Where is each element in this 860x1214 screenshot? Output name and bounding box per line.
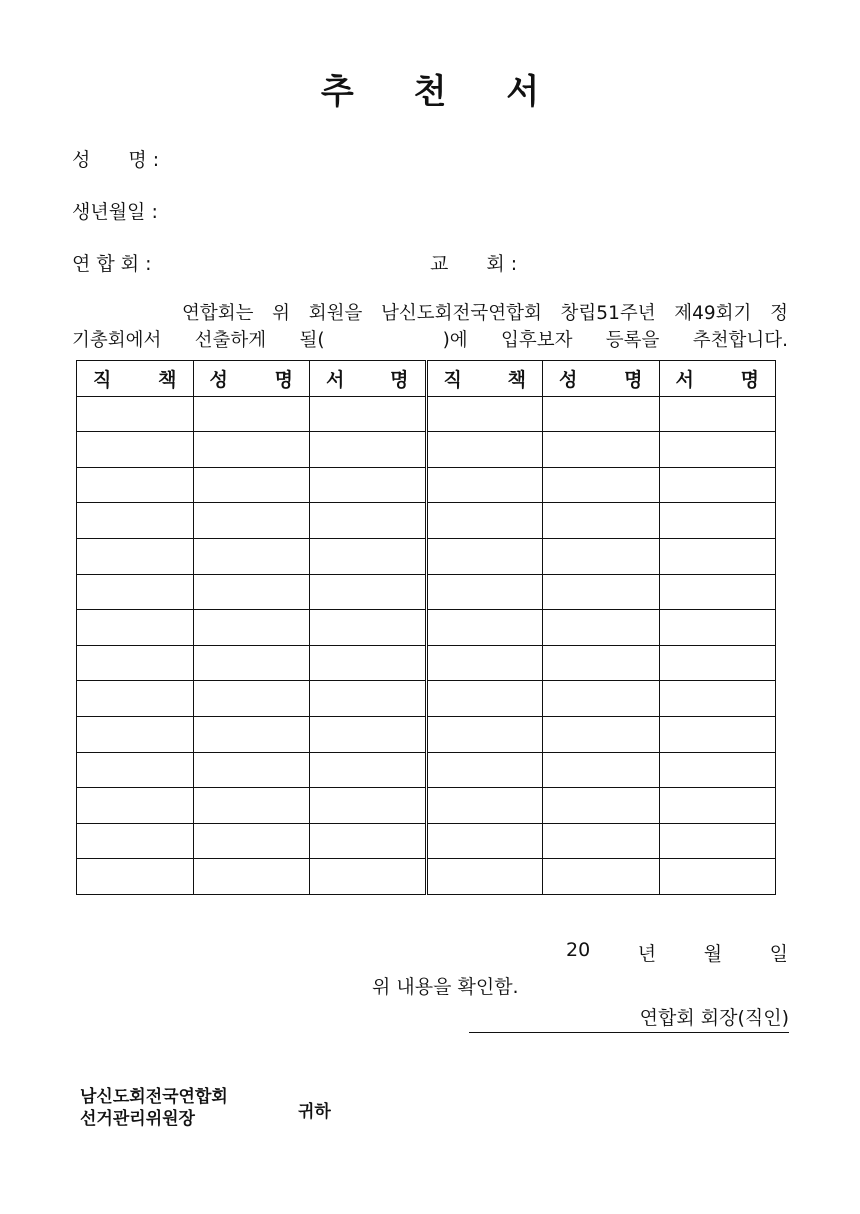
- table-cell[interactable]: [310, 610, 427, 646]
- church-field-label: 교 회 :: [430, 253, 518, 275]
- table-cell[interactable]: [77, 538, 194, 574]
- table-cell[interactable]: [77, 432, 194, 468]
- table-cell[interactable]: [193, 716, 310, 752]
- table-cell[interactable]: [193, 823, 310, 859]
- table-cell[interactable]: [543, 432, 660, 468]
- table-cell[interactable]: [426, 538, 543, 574]
- addressee-block: [80, 1086, 331, 1130]
- header-signature: 서 명: [310, 361, 427, 397]
- table-cell[interactable]: [543, 752, 660, 788]
- date-year-unit: 년: [637, 943, 657, 965]
- table-cell[interactable]: [193, 859, 310, 895]
- table-cell[interactable]: [426, 467, 543, 503]
- table-body: [77, 396, 776, 894]
- table-cell[interactable]: [310, 432, 427, 468]
- table-cell[interactable]: [310, 503, 427, 539]
- table-cell[interactable]: [77, 396, 194, 432]
- table-cell[interactable]: [543, 788, 660, 824]
- table-cell[interactable]: [77, 610, 194, 646]
- table-row: [77, 467, 776, 503]
- table-cell[interactable]: [310, 574, 427, 610]
- paragraph-line-2-start: 기총회에서 선출하게 될(: [72, 330, 325, 351]
- addressee-honorific: 귀하: [298, 1102, 331, 1122]
- document-title: 추 천 서: [320, 72, 564, 112]
- table-row: [77, 681, 776, 717]
- table-cell[interactable]: [193, 610, 310, 646]
- table-cell[interactable]: [543, 610, 660, 646]
- confirmation-text: 위 내용을 확인함.: [372, 976, 519, 998]
- table-cell[interactable]: [310, 788, 427, 824]
- name-field-label: 성 명 :: [72, 149, 160, 171]
- table-row: [77, 645, 776, 681]
- table-cell[interactable]: [310, 396, 427, 432]
- table-cell[interactable]: [193, 467, 310, 503]
- table-cell[interactable]: [659, 467, 776, 503]
- table-cell[interactable]: [310, 716, 427, 752]
- table-cell[interactable]: [659, 432, 776, 468]
- signer-line: 연합회 회장(직인): [469, 1003, 789, 1033]
- table-cell[interactable]: [193, 432, 310, 468]
- date-day-unit: 일: [769, 943, 788, 965]
- table-cell[interactable]: [77, 574, 194, 610]
- table-cell[interactable]: [426, 716, 543, 752]
- table-cell[interactable]: [193, 503, 310, 539]
- paragraph-line-2: [72, 327, 788, 354]
- date-line: [566, 939, 788, 966]
- table-cell[interactable]: [310, 752, 427, 788]
- header-position-2: 직 책: [426, 361, 543, 397]
- header-signature-2: 서 명: [659, 361, 776, 397]
- table-cell[interactable]: [77, 752, 194, 788]
- table-cell[interactable]: [659, 716, 776, 752]
- table-cell[interactable]: [310, 538, 427, 574]
- table-cell[interactable]: [543, 538, 660, 574]
- table-cell[interactable]: [426, 823, 543, 859]
- table-cell[interactable]: [77, 645, 194, 681]
- table-cell[interactable]: [193, 681, 310, 717]
- table-row: [77, 859, 776, 895]
- table-cell[interactable]: [77, 503, 194, 539]
- table-cell[interactable]: [659, 574, 776, 610]
- table-cell[interactable]: [659, 788, 776, 824]
- table-cell[interactable]: [426, 788, 543, 824]
- table-cell[interactable]: [77, 716, 194, 752]
- table-cell[interactable]: [77, 467, 194, 503]
- table-cell[interactable]: [77, 823, 194, 859]
- table-cell[interactable]: [77, 681, 194, 717]
- table-cell[interactable]: [426, 503, 543, 539]
- table-cell[interactable]: [659, 538, 776, 574]
- table-cell[interactable]: [426, 432, 543, 468]
- table-cell[interactable]: [659, 859, 776, 895]
- table-cell[interactable]: [310, 823, 427, 859]
- table-cell[interactable]: [426, 752, 543, 788]
- table-cell[interactable]: [543, 823, 660, 859]
- table-cell[interactable]: [543, 467, 660, 503]
- table-cell[interactable]: [77, 788, 194, 824]
- table-cell[interactable]: [426, 610, 543, 646]
- table-cell[interactable]: [193, 645, 310, 681]
- table-cell[interactable]: [193, 396, 310, 432]
- recommender-table: [76, 360, 776, 895]
- header-name: 성 명: [193, 361, 310, 397]
- table-cell[interactable]: [310, 859, 427, 895]
- table-row: [77, 574, 776, 610]
- table-cell[interactable]: [310, 681, 427, 717]
- table-row: [77, 716, 776, 752]
- paragraph-line-1: 연합회는 위 회원을 남신도회전국연합회 창립51주년 제49회기 정: [182, 303, 788, 324]
- date-year: 20: [566, 939, 591, 961]
- table-cell[interactable]: [426, 645, 543, 681]
- date-month-unit: 월: [703, 943, 723, 965]
- union-field-label: 연 합 회 :: [72, 253, 152, 275]
- table-cell[interactable]: [193, 538, 310, 574]
- table-cell[interactable]: [310, 467, 427, 503]
- table-cell[interactable]: [543, 574, 660, 610]
- table-cell[interactable]: [77, 859, 194, 895]
- table-cell[interactable]: [310, 645, 427, 681]
- table-row: [77, 538, 776, 574]
- table-cell[interactable]: [543, 716, 660, 752]
- table-row: [77, 788, 776, 824]
- table-row: [77, 752, 776, 788]
- table-cell[interactable]: [543, 681, 660, 717]
- table-row: [77, 503, 776, 539]
- table-cell[interactable]: [659, 503, 776, 539]
- addressee-line-1: 남신도회전국연합회: [80, 1087, 228, 1107]
- table-cell[interactable]: [426, 681, 543, 717]
- table-row: [77, 823, 776, 859]
- table-row: [77, 396, 776, 432]
- table-cell[interactable]: [659, 823, 776, 859]
- table-cell[interactable]: [543, 645, 660, 681]
- table-cell[interactable]: [426, 859, 543, 895]
- table-header-row: [77, 361, 776, 397]
- table-cell[interactable]: [659, 752, 776, 788]
- addressee-line-2: 선거관리위원장: [80, 1109, 195, 1129]
- table-cell[interactable]: [543, 396, 660, 432]
- table-row: [77, 432, 776, 468]
- table-row: [77, 610, 776, 646]
- paragraph-line-2-end: )에 입후보자 등록을 추천합니다.: [442, 330, 788, 351]
- birthdate-field-label: 생년월일 :: [72, 201, 158, 223]
- table-cell[interactable]: [659, 681, 776, 717]
- table-cell[interactable]: [659, 396, 776, 432]
- table-cell[interactable]: [659, 645, 776, 681]
- table-cell[interactable]: [543, 503, 660, 539]
- header-name-2: 성 명: [543, 361, 660, 397]
- recommendation-paragraph: [72, 300, 788, 354]
- table-cell[interactable]: [193, 788, 310, 824]
- table-cell[interactable]: [426, 396, 543, 432]
- table-cell[interactable]: [193, 574, 310, 610]
- header-position: 직 책: [77, 361, 194, 397]
- table-cell[interactable]: [426, 574, 543, 610]
- table-cell[interactable]: [543, 859, 660, 895]
- table-cell[interactable]: [659, 610, 776, 646]
- table-cell[interactable]: [193, 752, 310, 788]
